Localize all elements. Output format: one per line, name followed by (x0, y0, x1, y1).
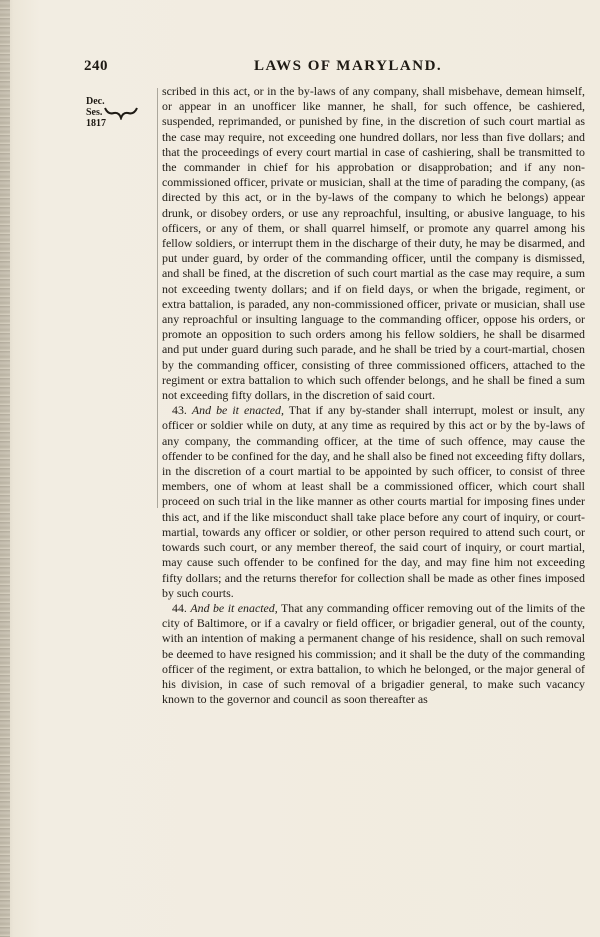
brace-ornament-icon (104, 106, 138, 120)
section-text: That if any by-stander shall interrupt, molest or insult, any officer or soldier while on duty, at any time as required by this act or by the by-laws of any company, the commanding officer, at the time of such offence, may cause the offender to be confined for the day, and he shall also be fined not exceeding fifty dollars, in the discretion of a court martial to be appointed by such officer, to consist of three members, one of whom at least shall be a commissioned officer, which court shall proceed on such trial in the like manner as other courts martial for imposing fines under this act, and if the like misconduct shall take place before any court of inquiry, or court-martial, towards any officer or soldier, or other person required to attend such court, or towards such court, or any member thereof, the said court of inquiry, or court martial, may cause such offender to be confined for the day, and may fine him not exceeding fifty dollars; and the returns therefor for collection shall be made as other fines imposed by such courts. (162, 403, 585, 600)
body-text (162, 84, 585, 707)
section-number: 44. (172, 600, 187, 615)
page-number: 240 (84, 58, 108, 74)
page-header (84, 58, 584, 80)
section-text: That any commanding officer removing out of the limits of the city of Baltimore, or if a cavalry or field officer, or brigadier general, out of the county, with an intention of making a permanent change of his residence, shall on such removal be deemed to have resigned his commission; and it shall be the duty of the commanding officer of the regiment, or extra battalion, to which he belonged, or the major general of his division, in case of such removal of a brigadier general, to make such vacancy known to the governor and council as soon thereafter as (162, 600, 585, 707)
section-number: 43. (172, 403, 187, 418)
section-43 (162, 403, 585, 601)
session-note: Dec. Ses. 1817 (86, 96, 106, 129)
margin-rule (157, 88, 158, 508)
enacting-clause: And be it enacted, (190, 600, 278, 615)
enacting-clause: And be it enacted, (191, 403, 284, 418)
running-title: LAWS OF MARYLAND. (254, 58, 443, 74)
binding-edge (0, 0, 10, 937)
section-44 (162, 601, 585, 707)
paragraph-continuation: scribed in this act, or in the by-laws of any company, shall misbehave, demean himself, or appear in an unofficer like manner, he shall, for such offence, be cashiered, suspended, reprimanded, or punished by fine, in the discretion of such court martial as the case may require, not exceeding one hundred dollars, nor less than five dollars; and that the proceedings of every court martial in case of cashiering, shall be transmitted to the commander in chief for his approbation or disapprobation; and if any non-commissioned officer, private or musician, shall at the time of parading the company, (as directed by this act, or in the by-laws of the company to which he belongs) appear drunk, or disobey orders, or use any reproachful, insulting, or abusive language, to his officers, or any of them, or shall quarrel himself, or promote any quarrel among his fellow soldiers, or interrupt them in the discharge of their duty, he may be disarmed, and put under guard, by order of the commanding officer, until the company is dismissed, and shall be fined, at the discretion of such court martial as the case may require, a sum not exceeding twenty dollars; and if on field days, or when the brigade, regiment, or extra battalion, is paraded, any non-commissioned officer, private or musician, shall use any reproachful or insulting language to the commanding officer, oppose his orders, or promote an opposition to such orders among his fellow soldiers, he shall be disarmed and put under guard during such parade, and he shall be tried by a court-martial, chosen by the commanding officer, consisting of three commissioned officers, attached to the regiment or extra battalion to which such offender belongs, and he shall be fined a sum not exceeding fifty dollars, in the discretion of said court. (162, 84, 585, 403)
